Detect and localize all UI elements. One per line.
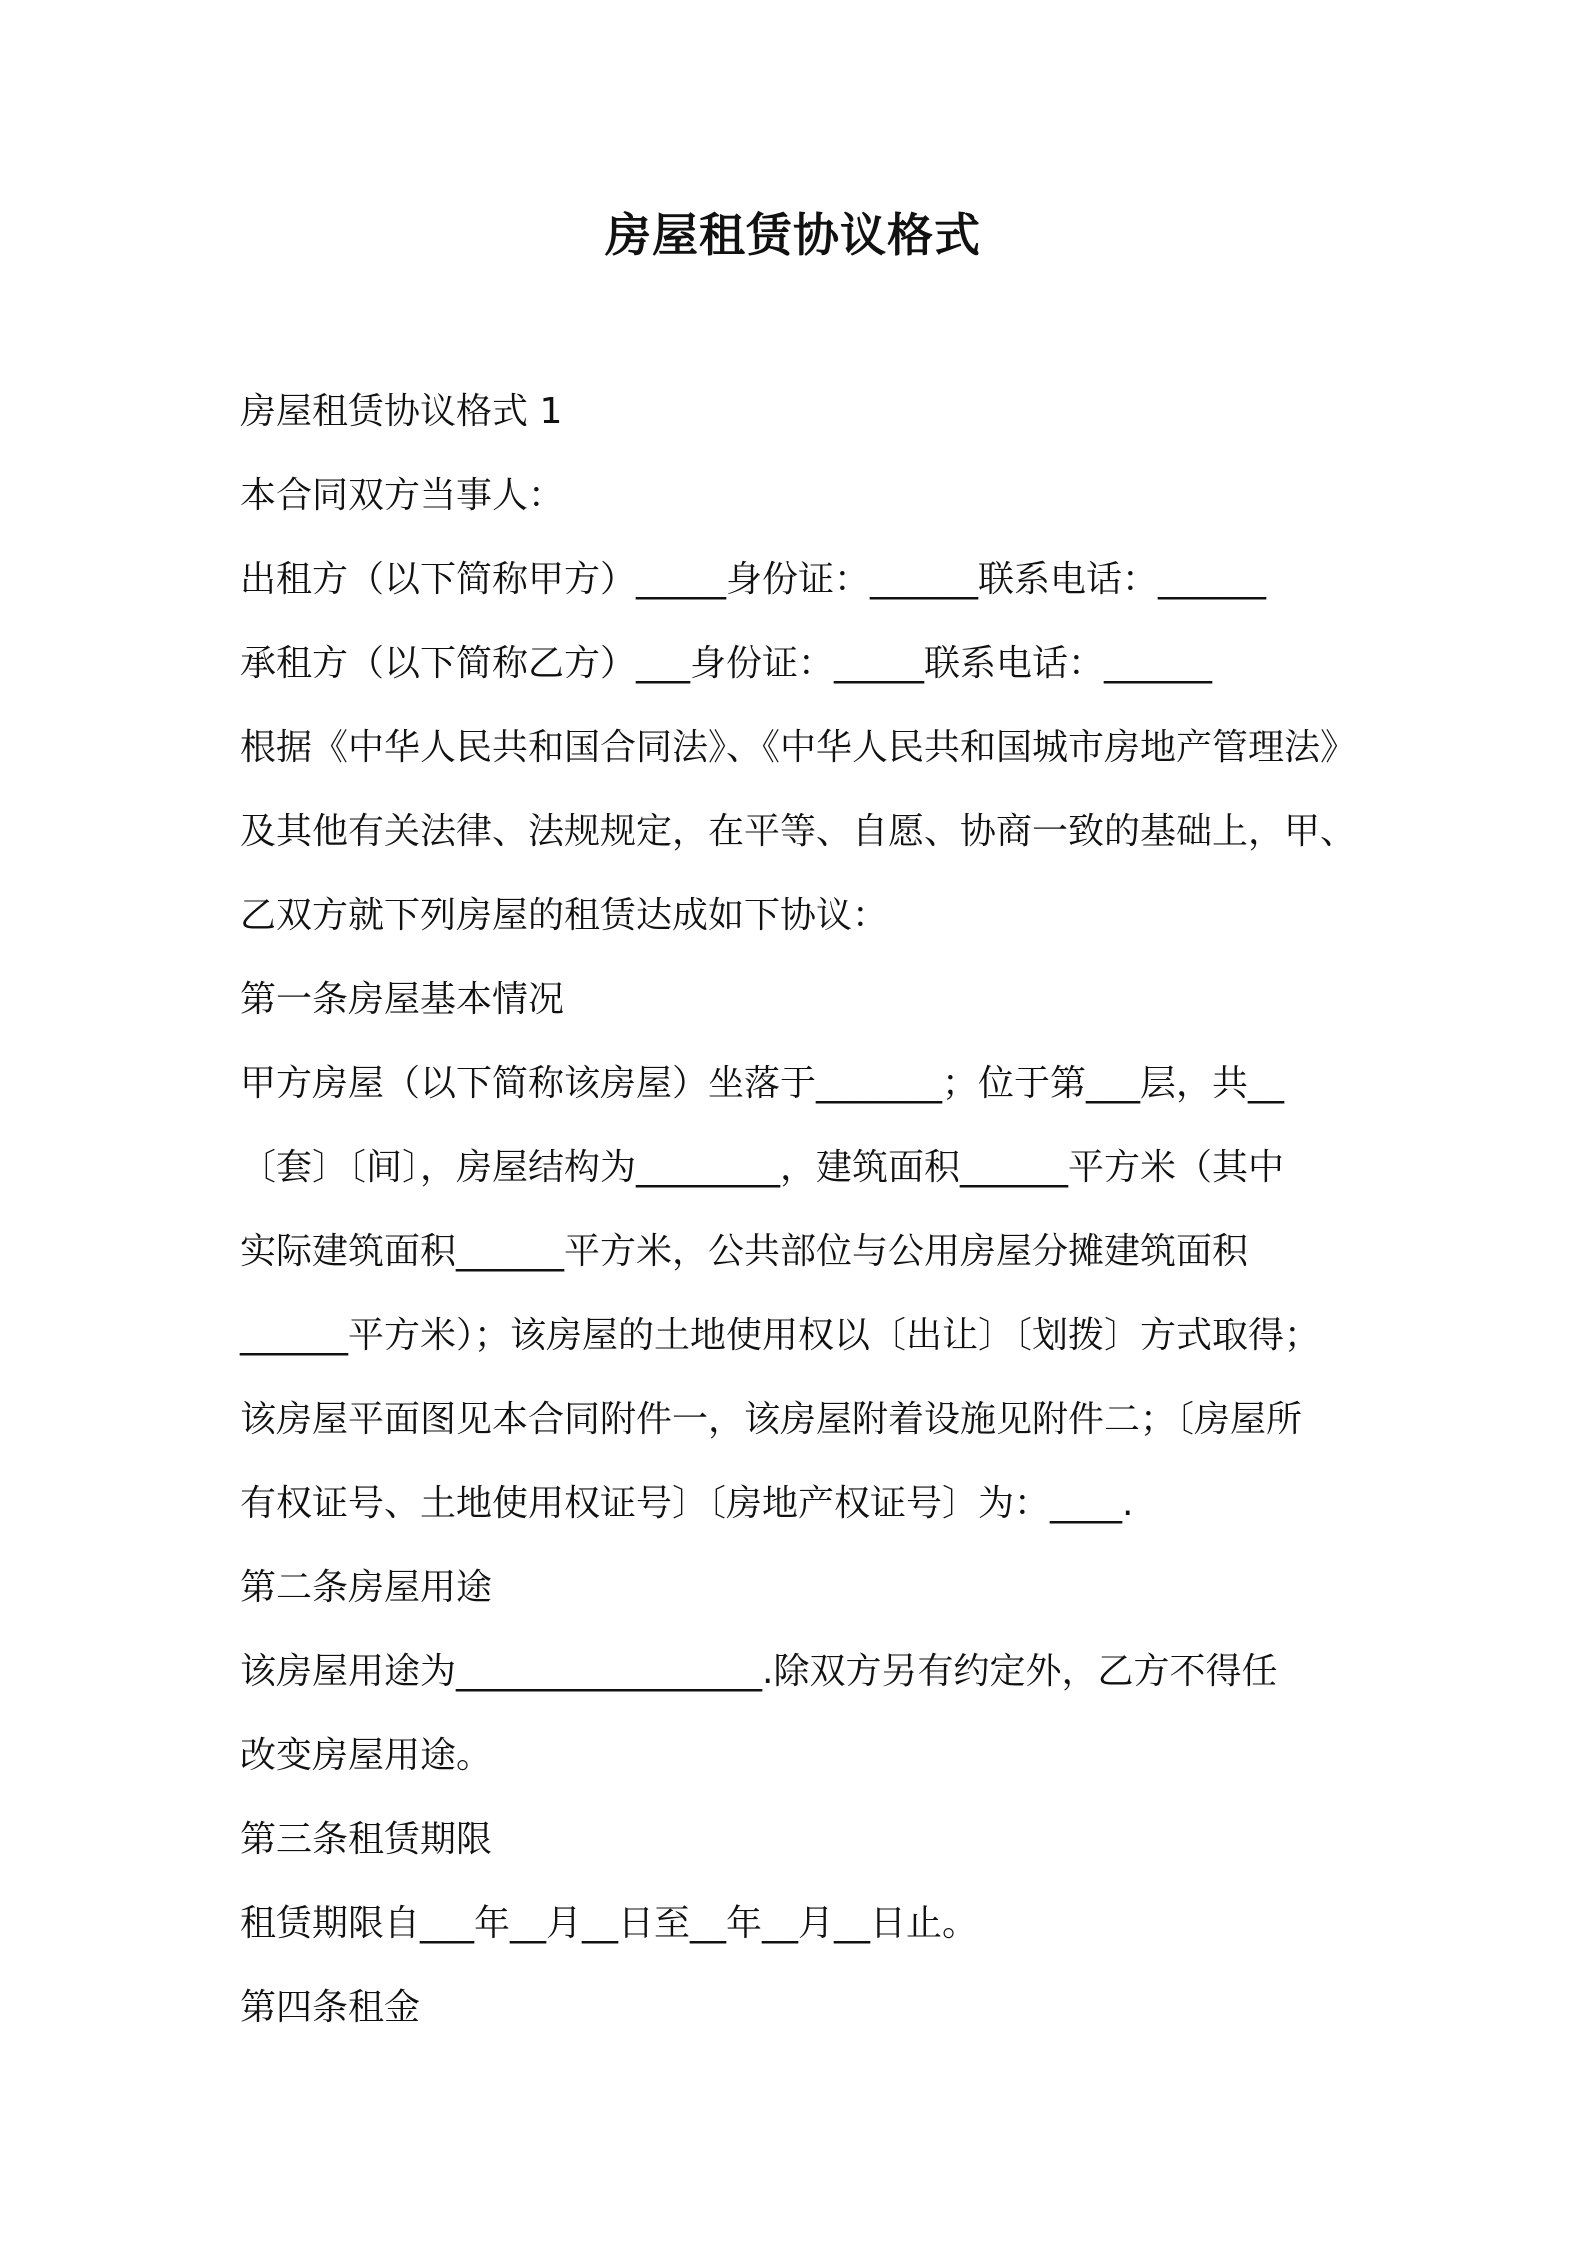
article-1-paragraph-line: 有权证号、土地使用权证号〕〔房地产权证号〕为：____. (240, 1483, 1134, 1524)
article-2-paragraph-line: 该房屋用途为_________________.除双方另有约定外，乙方不得任 (240, 1651, 1278, 1692)
article-2-heading: 第二条房屋用途 (240, 1567, 493, 1608)
article-2-paragraph-line: 改变房屋用途。 (240, 1735, 493, 1776)
article-4-heading: 第四条租金 (240, 1987, 421, 2028)
article-3-heading: 第三条租赁期限 (240, 1819, 493, 1860)
article-1-paragraph-line: 实际建筑面积______平方米，公共部位与公用房屋分摊建筑面积 (240, 1231, 1249, 1272)
article-3-paragraph-line: 租赁期限自___年__月__日至__年__月__日止。 (240, 1903, 979, 1944)
article-1-paragraph-line: ______平方米）；该房屋的土地使用权以〔出让〕〔划拨〕方式取得； (240, 1315, 1321, 1356)
article-1-paragraph-line: 该房屋平面图见本合同附件一，该房屋附着设施见附件二；〔房屋所 (240, 1399, 1303, 1440)
document-title: 房屋租赁协议格式 (605, 208, 981, 262)
article-1-heading: 第一条房屋基本情况 (240, 979, 565, 1020)
basis-paragraph-line: 根据《中华人民共和国合同法》、《中华人民共和国城市房地产管理法》 (240, 727, 1357, 768)
basis-paragraph-line: 乙双方就下列房屋的租赁达成如下协议： (240, 895, 889, 936)
article-1-paragraph-line: 甲方房屋（以下简称该房屋）坐落于_______；位于第___层，共__ (240, 1063, 1285, 1104)
lessor-line: 出租方（以下简称甲方）_____身份证：______联系电话：______ (240, 559, 1267, 600)
basis-paragraph-line: 及其他有关法律、法规规定，在平等、自愿、协商一致的基础上，甲、 (240, 811, 1357, 852)
lessee-line: 承租方（以下简称乙方）___身份证：_____联系电话：______ (240, 643, 1213, 684)
subtitle-line: 房屋租赁协议格式 1 (240, 391, 563, 432)
document-body (240, 370, 1370, 2050)
article-1-paragraph-line: 〔套〕〔间〕，房屋结构为________，建筑面积______平方米（其中 (240, 1147, 1285, 1188)
parties-heading: 本合同双方当事人： (240, 475, 565, 516)
